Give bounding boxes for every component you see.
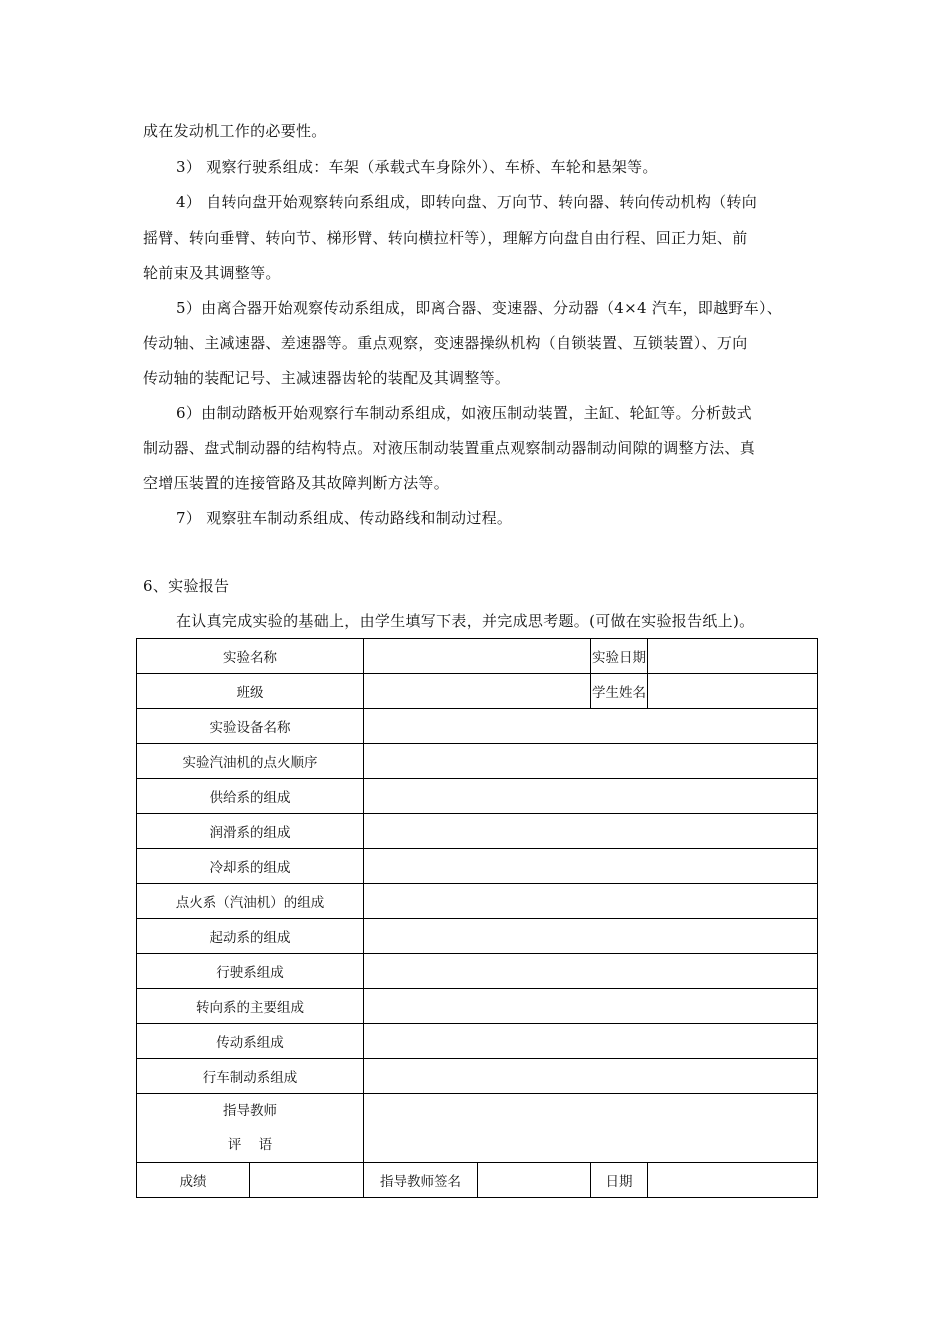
paragraph-line: 传动轴、主减速器、差速器等。重点观察，变速器操纵机构（自锁装置、互锁装置）、万向 — [143, 334, 748, 352]
section-title: 6、实验报告 — [143, 577, 230, 595]
paragraph-line: 空增压装置的连接管路及其故障判断方法等。 — [143, 474, 450, 492]
table-row — [137, 779, 818, 814]
experiment-date-label: 实验日期 — [591, 639, 648, 674]
student-name-label: 学生姓名 — [591, 674, 648, 709]
section-intro: 在认真完成实验的基础上，由学生填写下表，并完成思考题。(可做在实验报告纸上)。 — [176, 612, 755, 630]
table-row — [137, 1094, 818, 1163]
table-row — [137, 989, 818, 1024]
table-row — [137, 674, 818, 709]
experiment-name-field[interactable] — [364, 639, 591, 674]
teacher-signature-field[interactable] — [478, 1163, 591, 1198]
row-label: 供给系的组成 — [137, 779, 364, 814]
row-label: 传动系组成 — [137, 1024, 364, 1059]
row-label: 润滑系的组成 — [137, 814, 364, 849]
row-label: 转向系的主要组成 — [137, 989, 364, 1024]
paragraph-line: 传动轴的装配记号、主减速器齿轮的装配及其调整等。 — [143, 369, 511, 387]
table-row — [137, 919, 818, 954]
experiment-date-field[interactable] — [648, 639, 818, 674]
table-row — [137, 849, 818, 884]
paragraph-line: 6）由制动踏板开始观察行车制动系组成，如液压制动装置，主缸、轮缸等。分析鼓式 — [176, 404, 752, 422]
row-field[interactable] — [364, 954, 818, 989]
row-label: 行驶系组成 — [137, 954, 364, 989]
paragraph-line: 5）由离合器开始观察传动系组成，即离合器、变速器、分动器（4×4 汽车，即越野车）、 — [176, 299, 783, 317]
row-field[interactable] — [364, 709, 818, 744]
teacher-signature-label: 指导教师签名 — [364, 1163, 478, 1198]
student-name-field[interactable] — [648, 674, 818, 709]
row-field[interactable] — [364, 989, 818, 1024]
score-field[interactable] — [250, 1163, 364, 1198]
paragraph-line: 4） 自转向盘开始观察转向系组成，即转向盘、万向节、转向器、转向传动机构（转向 — [176, 193, 758, 211]
paragraph-line: 摇臂、转向垂臂、转向节、梯形臂、转向横拉杆等），理解方向盘自由行程、回正力矩、前 — [143, 229, 748, 247]
row-label: 冷却系的组成 — [137, 849, 364, 884]
row-field[interactable] — [364, 814, 818, 849]
paragraph-line: 制动器、盘式制动器的结构特点。对液压制动装置重点观察制动器制动间隙的调整方法、真 — [143, 439, 756, 457]
teacher-comment-field[interactable] — [364, 1094, 818, 1163]
date-field[interactable] — [648, 1163, 818, 1198]
class-label: 班级 — [137, 674, 364, 709]
report-table — [136, 638, 818, 1198]
date-label: 日期 — [591, 1163, 648, 1198]
table-row — [137, 744, 818, 779]
table-row — [137, 814, 818, 849]
paragraph-line: 轮前束及其调整等。 — [143, 264, 281, 282]
table-row — [137, 639, 818, 674]
comment-label-line2: 评 语 — [227, 1137, 273, 1153]
table-row — [137, 709, 818, 744]
comment-label-line1: 指导教师 — [223, 1103, 277, 1119]
row-field[interactable] — [364, 1024, 818, 1059]
row-field[interactable] — [364, 919, 818, 954]
row-field[interactable] — [364, 1059, 818, 1094]
row-field[interactable] — [364, 744, 818, 779]
row-field[interactable] — [364, 884, 818, 919]
row-label: 起动系的组成 — [137, 919, 364, 954]
row-label: 行车制动系组成 — [137, 1059, 364, 1094]
row-label: 实验设备名称 — [137, 709, 364, 744]
table-row — [137, 1024, 818, 1059]
table-row — [137, 954, 818, 989]
table-row — [137, 1059, 818, 1094]
row-label: 实验汽油机的点火顺序 — [137, 744, 364, 779]
table-row — [137, 884, 818, 919]
class-field[interactable] — [364, 674, 591, 709]
teacher-comment-label — [137, 1094, 364, 1163]
row-label: 点火系（汽油机）的组成 — [137, 884, 364, 919]
score-label: 成绩 — [137, 1163, 250, 1198]
paragraph-line: 成在发动机工作的必要性。 — [143, 122, 327, 140]
experiment-name-label: 实验名称 — [137, 639, 364, 674]
paragraph-line: 3） 观察行驶系组成：车架（承载式车身除外）、车桥、车轮和悬架等。 — [176, 158, 658, 176]
paragraph-line: 7） 观察驻车制动系组成、传动路线和制动过程。 — [176, 509, 513, 527]
row-field[interactable] — [364, 779, 818, 814]
row-field[interactable] — [364, 849, 818, 884]
table-row — [137, 1163, 818, 1198]
